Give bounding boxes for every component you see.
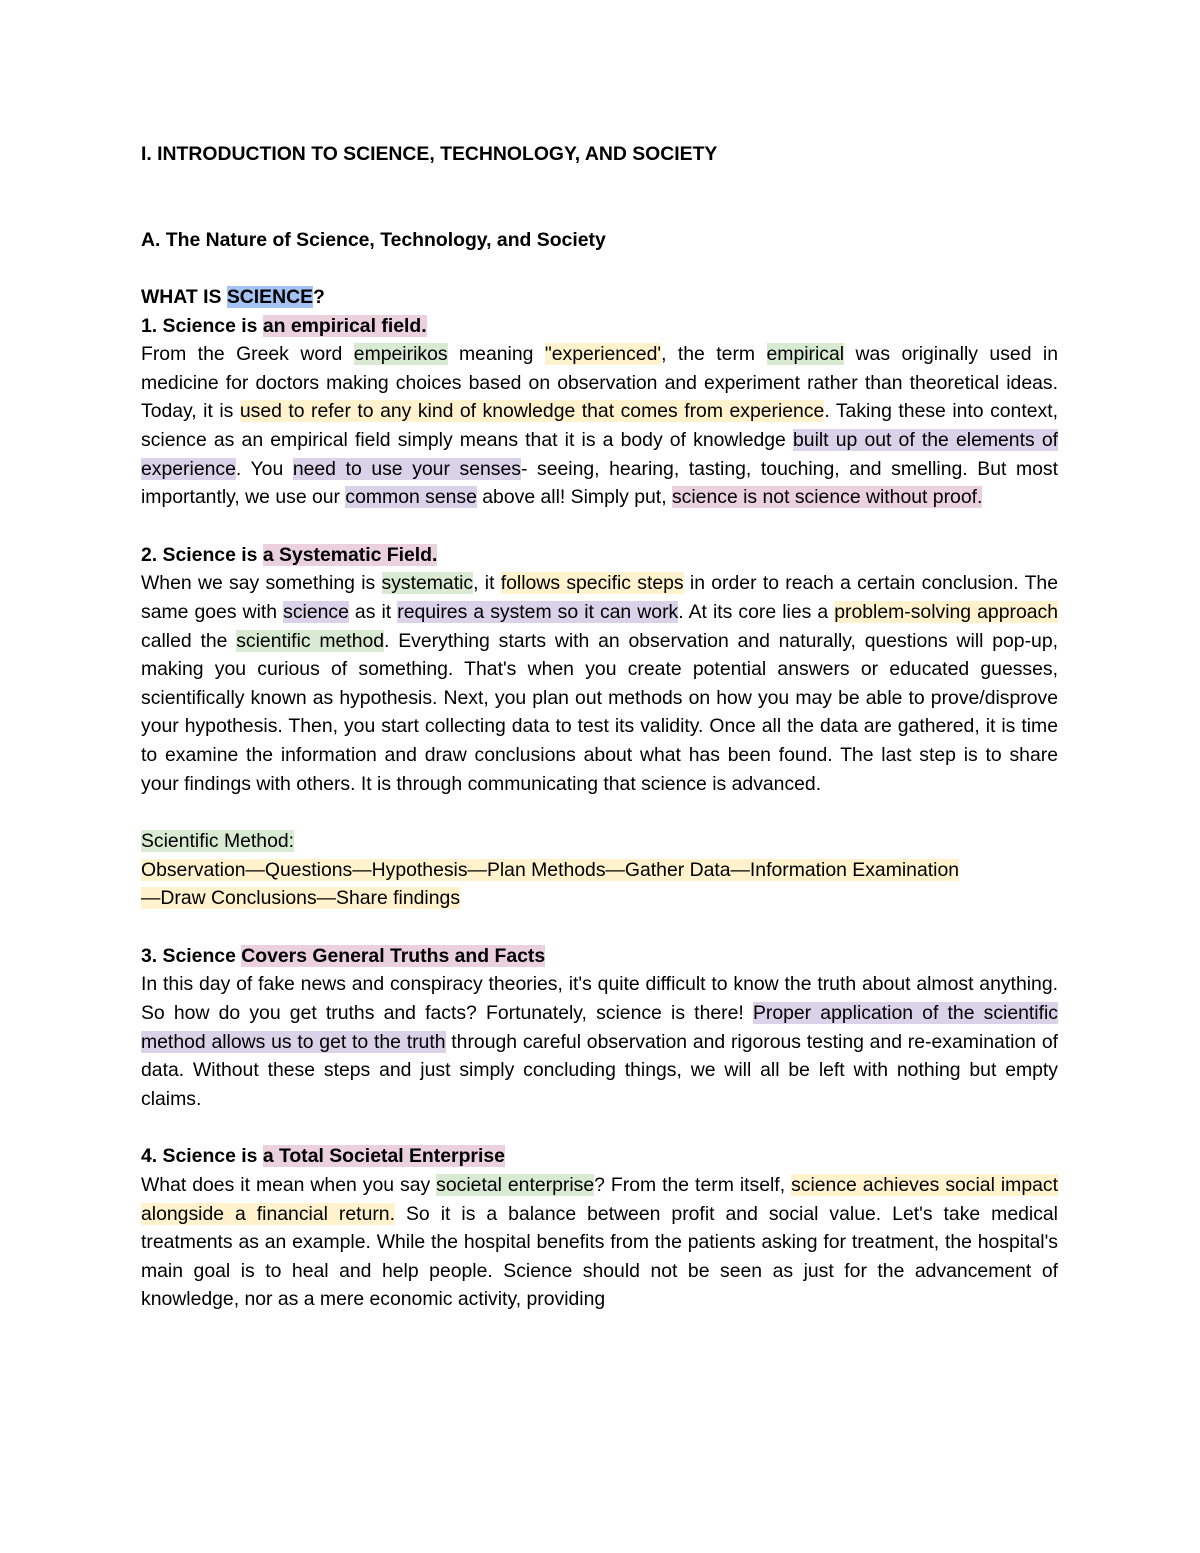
section-1-heading-highlight: an empirical field. (262, 314, 427, 337)
body-text: . At its core lies a (678, 600, 835, 623)
section-2-heading-prefix: 2. Science is (141, 543, 263, 566)
body-text: ? From the term itself, (594, 1174, 792, 1197)
scientific-method-label: Scientific Method: (141, 830, 295, 853)
section-3-heading-prefix: 3. Science (141, 944, 242, 967)
highlighted-text: requires a system so it can work (397, 600, 679, 623)
scientific-method-steps-line-1 (141, 856, 1058, 885)
section-2-block (141, 541, 1058, 798)
highlighted-text: common sense (345, 486, 477, 509)
section-2-heading (141, 541, 1058, 570)
section-4-heading (141, 1142, 1058, 1171)
body-text: called the (141, 629, 237, 652)
what-is-prefix: WHAT IS (141, 286, 227, 308)
section-3-heading-highlight: Covers General Truths and Facts (241, 944, 546, 967)
highlighted-text: empeirikos (353, 343, 448, 366)
section-4-heading-highlight: a Total Societal Enterprise (262, 1145, 505, 1168)
highlighted-text: Proper application of the scientific method allows us to get to the truth (141, 1002, 1058, 1053)
highlighted-text: follows specific steps (500, 572, 684, 595)
highlighted-text: need to use your senses (292, 457, 521, 480)
section-1-body (141, 340, 1058, 512)
highlighted-text: societal enterprise (436, 1174, 595, 1197)
body-text: meaning (447, 343, 545, 366)
scientific-method-label-line (141, 827, 1058, 856)
body-text: , the term (661, 343, 767, 366)
highlighted-text: science (283, 600, 349, 623)
scientific-method-steps-1: Observation—Questions—Hypothesis—Plan Methods—Gather Data—Information Examination (141, 858, 960, 881)
section-1-heading-prefix: 1. Science is (141, 314, 263, 337)
section-4-heading-prefix: 4. Science is (141, 1145, 263, 1168)
document-title: I. INTRODUCTION TO SCIENCE, TECHNOLOGY, AND SOCIETY (141, 143, 718, 165)
highlighted-text: science is not science without proof. (671, 486, 983, 509)
body-text: through careful observation and rigorous testing and re-examination of data. Without these steps and just simply concluding things, we will all be left with nothing but empty claims. (141, 1030, 1059, 1110)
body-text: in order to reach a certain conclusion. The same goes with (141, 572, 1058, 623)
section-2-body (141, 569, 1058, 798)
body-text: So it is a balance between profit and social value. Let's take medical treatments as an example. While the hospital benefits from the patients asking for treatment, the hospital's main goal is to heal and help people. Science should not be seen as just for the advancement of knowledge, nor as a mere economic activity, providing (141, 1202, 1058, 1311)
scientific-method-steps-line-2 (141, 884, 1058, 913)
scientific-method-block (141, 827, 1058, 913)
section-3-body (141, 970, 1058, 1113)
section-subtitle: A. The Nature of Science, Technology, and Society (141, 229, 606, 251)
body-text: What does it mean when you say (141, 1174, 437, 1197)
body-text: In this day of fake news and conspiracy theories, it's quite difficult to know the truth about almost anything. So how do you get truths and facts? Fortunately, science is there! (141, 973, 1058, 1025)
body-text: , it (473, 572, 501, 595)
section-4-body (141, 1171, 1058, 1314)
section-4-block (141, 1142, 1058, 1314)
section-3-block (141, 942, 1058, 1114)
section-1-heading (141, 312, 1058, 341)
highlighted-text: problem-solving approach (834, 600, 1058, 623)
highlighted-text: built up out of the elements of experience (141, 428, 1058, 480)
scientific-method-steps-2: —Draw Conclusions—Share findings (141, 887, 461, 910)
highlighted-text: used to refer to any kind of knowledge that comes from experience (239, 400, 825, 423)
what-is-suffix: ? (313, 286, 325, 308)
body-text: When we say something is (141, 572, 382, 595)
what-is-heading (141, 283, 1058, 312)
highlighted-text: science achieves social impact alongside a financial return. (141, 1174, 1058, 1225)
highlighted-text: empirical (766, 343, 845, 366)
body-text: . You (235, 457, 293, 480)
document-page (141, 140, 1058, 1314)
body-text: - seeing, hearing, tasting, touching, and smelling. But most importantly, we use our (141, 457, 1058, 509)
highlighted-text: "experienced' (544, 343, 662, 366)
highlighted-text: scientific method (236, 629, 385, 652)
highlighted-text: systematic (381, 572, 474, 595)
what-is-term: SCIENCE (226, 286, 314, 308)
body-text: was originally used in medicine for doctors making choices based on observation and experiment rather than theoretical ideas. Today, it is (141, 343, 1059, 423)
body-text: . Everything starts with an observation and naturally, questions will pop-up, making you curious of something. That's when you create potential answers or educated guesses, scientifically known as hypothesis. Next, you plan out methods on how you may be able to prove/disprove your hypothesis. Then, you start collecting data to test its validity. Once all the data are gathered, it is time to examine the information and draw conclusions about what has been found. The last step is to share your findings with others. It is through communicating that science is advanced. (141, 629, 1058, 795)
section-2-heading-highlight: a Systematic Field. (262, 543, 438, 566)
body-text: From the Greek word (141, 343, 354, 366)
body-text: above all! Simply put, (476, 486, 672, 509)
body-text: as it (348, 600, 398, 623)
what-is-science-block (141, 283, 1058, 512)
body-text: . Taking these into context, science as an empirical field simply means that it is a body of knowledge (141, 400, 1058, 451)
section-3-heading (141, 942, 1058, 971)
